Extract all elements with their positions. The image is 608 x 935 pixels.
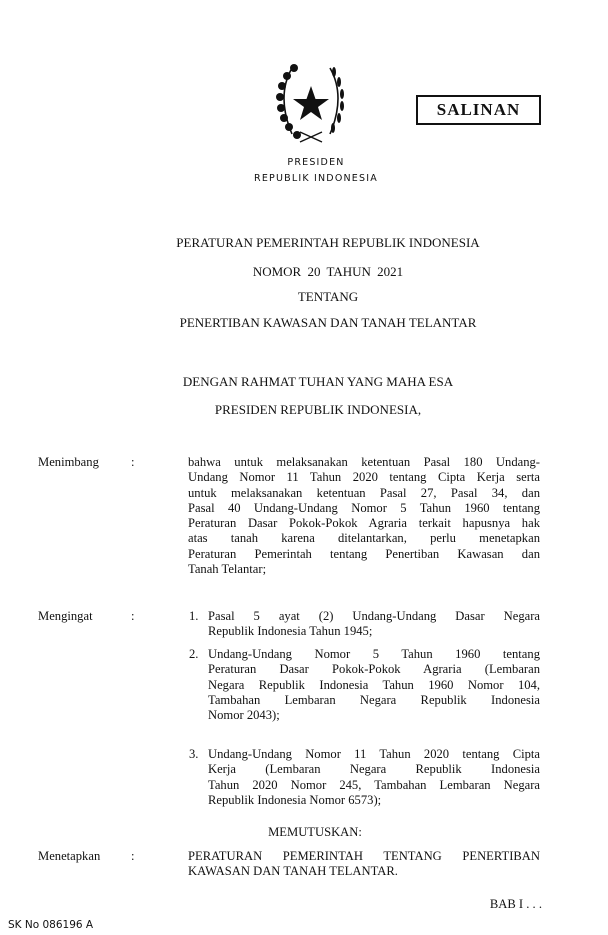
regulation-number: NOMOR 20 TAHUN 2021 xyxy=(252,264,404,279)
footer-code: SK No 086196 A xyxy=(8,919,94,931)
text-line: Tanah Telantar; xyxy=(188,562,267,577)
text-line: Republik Indonesia Nomor 6573); xyxy=(208,792,382,807)
text-line: Kerja (Lembaran Negara Republik Indonesia xyxy=(208,762,540,777)
text-line: atas tanah karena ditelantarkan, perlu menetapkan xyxy=(188,531,540,546)
text-line: Undang-Undang Nomor 11 Tahun 2020 tentang Cipta xyxy=(208,747,540,761)
text-line: Pasal 5 ayat (2) Undang-Undang Dasar Negara xyxy=(208,609,540,623)
menimbang-text xyxy=(188,455,540,577)
text-line: bahwa untuk melaksanakan ketentuan Pasal 180 Undang- xyxy=(188,455,540,469)
text-line: PERATURAN PEMERINTAH TENTANG PENERTIBAN xyxy=(188,849,540,863)
text-line: Peraturan Dasar Pokok-Pokok Agraria (Lembaran xyxy=(208,662,540,677)
text-line: Pasal 40 Undang-Undang Nomor 5 Tahun 1960 tentang xyxy=(188,500,540,515)
item-number: 1. xyxy=(189,609,199,623)
mengingat-item-1 xyxy=(208,609,540,640)
regulation-title: PERATURAN PEMERINTAH REPUBLIK INDONESIA xyxy=(176,235,480,250)
text-line: KAWASAN DAN TANAH TELANTAR. xyxy=(188,864,398,879)
issuer: PRESIDEN REPUBLIK INDONESIA, xyxy=(214,402,422,417)
menimbang-label: Menimbang xyxy=(38,455,99,469)
menimbang-colon: : xyxy=(131,455,135,469)
text-line: Negara Republik Indonesia Tahun 1960 Nomor 104, xyxy=(208,677,540,692)
mengingat-colon: : xyxy=(131,609,135,623)
menetapkan-colon: : xyxy=(131,849,135,863)
salinan-stamp: SALINAN xyxy=(416,95,541,125)
text-line: Undang-Undang Nomor 5 Tahun 1960 tentang xyxy=(208,647,540,661)
mengingat-item-2 xyxy=(208,647,540,723)
letterhead-line1: PRESIDEN xyxy=(287,157,345,168)
garuda-star-emblem xyxy=(270,56,352,148)
letterhead-line2: REPUBLIK INDONESIA xyxy=(254,173,378,184)
item-number: 2. xyxy=(189,647,199,661)
regulation-subject: PENERTIBAN KAWASAN DAN TANAH TELANTAR xyxy=(179,315,477,330)
menetapkan-text xyxy=(188,849,540,880)
mengingat-item-3 xyxy=(208,747,540,808)
text-line: Nomor 2043); xyxy=(208,708,280,723)
mengingat-label: Mengingat xyxy=(38,609,93,623)
continuation-marker: BAB I . . . xyxy=(489,897,542,911)
regulation-about: TENTANG xyxy=(297,289,359,304)
text-line: Tambahan Lembaran Negara Republik Indonesia xyxy=(208,692,540,707)
item-number: 3. xyxy=(189,747,199,761)
text-line: Republik Indonesia Tahun 1945; xyxy=(208,624,373,639)
text-line: Undang Nomor 11 Tahun 2020 tentang Cipta Kerja serta xyxy=(188,470,540,485)
text-line: Peraturan Dasar Pokok-Pokok Agraria terkait hapusnya hak xyxy=(188,516,540,531)
text-line: untuk melaksanakan ketentuan Pasal 27, Pasal 34, dan xyxy=(188,485,540,500)
text-line: Peraturan Pemerintah tentang Penertiban Kawasan dan xyxy=(188,546,540,561)
memutuskan-heading: MEMUTUSKAN: xyxy=(268,825,362,839)
invocation: DENGAN RAHMAT TUHAN YANG MAHA ESA xyxy=(182,374,454,389)
text-line: Tahun 2020 Nomor 245, Tambahan Lembaran Negara xyxy=(208,777,540,792)
menetapkan-label: Menetapkan xyxy=(38,849,101,863)
